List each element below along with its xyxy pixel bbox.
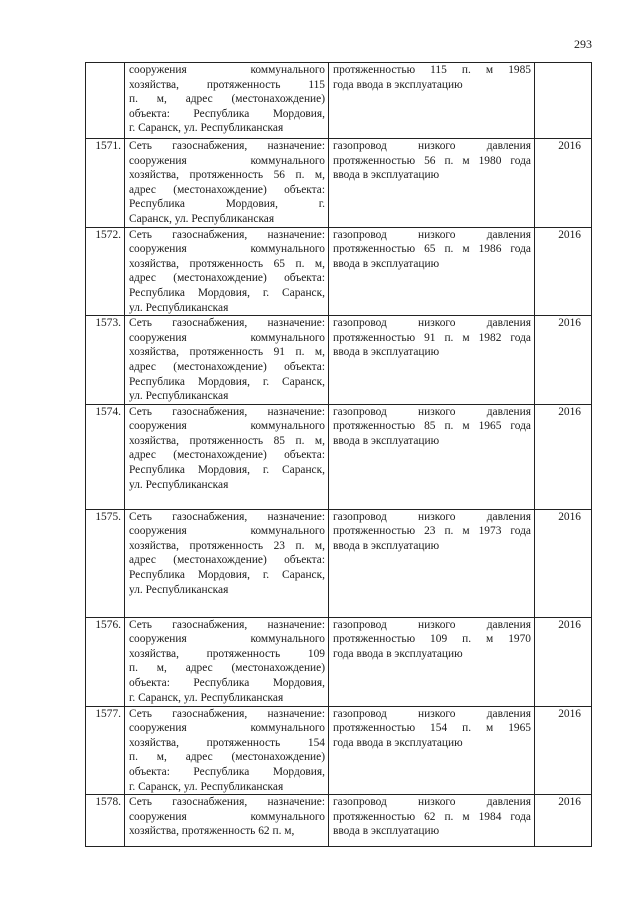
object-name-line: хозяйства, протяженность 23 п. м, [129,539,325,552]
object-name-line: ул. Республиканская [129,583,229,596]
object-name-line: адрес (местонахождение) объекта: [129,360,325,373]
object-name-line: г. Саранск, ул. Республиканская [129,780,284,793]
table-row [86,139,592,228]
page-number: 293 [574,37,592,51]
object-name-line: сооружения коммунального [129,154,325,167]
object-name-line: сооружения коммунального [129,243,325,256]
row-number: 1577. [86,706,125,795]
table-row [86,63,592,139]
row-number: 1571. [86,139,125,228]
object-name-line: п. м, адрес (местонахождение) [129,751,325,764]
object-name-line: Сеть газоснабжения, назначение: [129,228,325,241]
object-name-cell [125,706,329,795]
table-row [86,706,592,795]
row-number: 1576. [86,617,125,706]
row-number [86,63,125,139]
object-name-cell [125,227,329,316]
object-description-cell [329,139,535,228]
object-description-line: газопровод низкого давления [333,405,531,418]
object-description-line: ввода в эксплуатацию [333,825,440,838]
object-description-line: ввода в эксплуатацию [333,257,440,270]
object-description-line: ввода в эксплуатацию [333,346,440,359]
object-description-cell [329,706,535,795]
object-name-line: Республика Мордовия, г. Саранск, [129,569,325,582]
object-description-line: ввода в эксплуатацию [333,434,440,447]
object-name-line: адрес (местонахождение) объекта: [129,272,325,285]
object-description-cell [329,617,535,706]
object-name-line: Сеть газоснабжения, назначение: [129,796,325,809]
object-name-line: Сеть газоснабжения, назначение: [129,317,325,330]
object-name-line: хозяйства, протяженность 85 п. м, [129,434,325,447]
row-number: 1578. [86,795,125,847]
object-name-line: хозяйства, протяженность 109 [129,647,325,660]
year-cell: 2016 [535,509,592,617]
object-name-cell [125,63,329,139]
object-name-line: адрес (местонахождение) объекта: [129,449,325,462]
object-name-line: Республика Мордовия, г. Саранск, [129,464,325,477]
object-name-line: хозяйства, протяженность 56 п. м, [129,169,325,182]
row-number: 1575. [86,509,125,617]
object-name-cell [125,795,329,847]
table-body [86,63,592,847]
object-description-line: газопровод низкого давления [333,618,531,631]
object-description-cell [329,509,535,617]
object-name-line: ул. Республиканская [129,390,229,403]
object-description-line: протяженностью 65 п. м 1986 года [333,243,531,256]
object-description-line: года ввода в эксплуатацию [333,647,463,660]
table-row [86,404,592,509]
object-name-cell [125,316,329,405]
object-description-line: газопровод низкого давления [333,510,531,523]
object-name-line: сооружения коммунального [129,331,325,344]
object-name-line: Сеть газоснабжения, назначение: [129,140,325,152]
property-register-table [85,62,592,847]
row-number: 1574. [86,404,125,509]
object-description-cell [329,63,535,139]
object-description-line: протяженностью 91 п. м 1982 года [333,331,531,344]
object-name-line: п. м, адрес (местонахождение) [129,93,325,106]
year-cell: 2016 [535,795,592,847]
object-description-cell [329,795,535,847]
year-cell: 2016 [535,316,592,405]
table-row [86,617,592,706]
object-name-line: Республика Мордовия, г. [129,198,325,211]
object-description-line: протяженностью 56 п. м 1980 года [333,154,531,167]
object-name-line: объекта: Республика Мордовия, [129,766,325,779]
object-description-line: газопровод низкого давления [333,317,531,330]
object-description-line: протяженностью 85 п. м 1965 года [333,420,531,433]
object-description-line: года ввода в эксплуатацию [333,78,463,91]
object-description-line: газопровод низкого давления [333,228,531,241]
object-name-line: адрес (местонахождение) объекта: [129,554,325,567]
object-name-cell [125,139,329,228]
object-name-line: Сеть газоснабжения, назначение: [129,510,325,523]
object-name-line: сооружения коммунального [129,64,325,76]
object-name-line: хозяйства, протяженность 91 п. м, [129,346,325,359]
object-name-line: Республика Мордовия, г. Саранск, [129,375,325,388]
object-name-line: хозяйства, протяженность 65 п. м, [129,257,325,270]
year-cell [535,63,592,139]
object-name-cell [125,404,329,509]
object-name-line: Сеть газоснабжения, назначение: [129,707,325,720]
object-name-line: хозяйства, протяженность 115 [129,78,325,91]
object-name-line: сооружения коммунального [129,420,325,433]
table-row [86,227,592,316]
year-cell: 2016 [535,227,592,316]
object-name-line: сооружения коммунального [129,525,325,538]
object-name-line: ул. Республиканская [129,478,229,491]
object-description-line: протяженностью 115 п. м 1985 [333,64,531,76]
object-description-cell [329,227,535,316]
object-description-line: газопровод низкого давления [333,707,531,720]
object-name-line: хозяйства, протяженность 154 [129,736,325,749]
object-name-line: объекта: Республика Мордовия, [129,107,325,120]
year-cell: 2016 [535,617,592,706]
object-description-cell [329,316,535,405]
object-description-line: протяженностью 109 п. м 1970 [333,633,531,646]
object-name-cell [125,617,329,706]
object-name-line: хозяйства, протяженность 62 п. м, [129,825,295,838]
table-row [86,316,592,405]
object-description-line: протяженностью 62 п. м 1984 года [333,810,531,823]
object-name-line: Сеть газоснабжения, назначение: [129,405,325,418]
object-description-line: года ввода в эксплуатацию [333,736,463,749]
object-name-line: Саранск, ул. Республиканская [129,212,275,225]
year-cell: 2016 [535,706,592,795]
row-number: 1573. [86,316,125,405]
object-name-line: г. Саранск, ул. Республиканская [129,122,284,135]
object-name-line: сооружения коммунального [129,810,325,823]
object-description-line: газопровод низкого давления [333,796,531,809]
object-name-line: объекта: Республика Мордовия, [129,677,325,690]
object-name-line: адрес (местонахождение) объекта: [129,183,325,196]
object-description-cell [329,404,535,509]
year-cell: 2016 [535,404,592,509]
year-cell: 2016 [535,139,592,228]
table-row [86,509,592,617]
table-row [86,795,592,847]
object-description-line: протяженностью 154 п. м 1965 [333,722,531,735]
object-description-line: ввода в эксплуатацию [333,539,440,552]
object-name-line: г. Саранск, ул. Республиканская [129,691,284,704]
object-name-line: п. м, адрес (местонахождение) [129,662,325,675]
object-description-line: протяженностью 23 п. м 1973 года [333,525,531,538]
object-name-line: Сеть газоснабжения, назначение: [129,618,325,631]
object-name-cell [125,509,329,617]
object-name-line: ул. Республиканская [129,301,229,314]
object-name-line: Республика Мордовия, г. Саранск, [129,286,325,299]
object-name-line: сооружения коммунального [129,633,325,646]
row-number: 1572. [86,227,125,316]
object-description-line: газопровод низкого давления [333,140,531,152]
object-name-line: сооружения коммунального [129,722,325,735]
object-description-line: ввода в эксплуатацию [333,169,440,182]
